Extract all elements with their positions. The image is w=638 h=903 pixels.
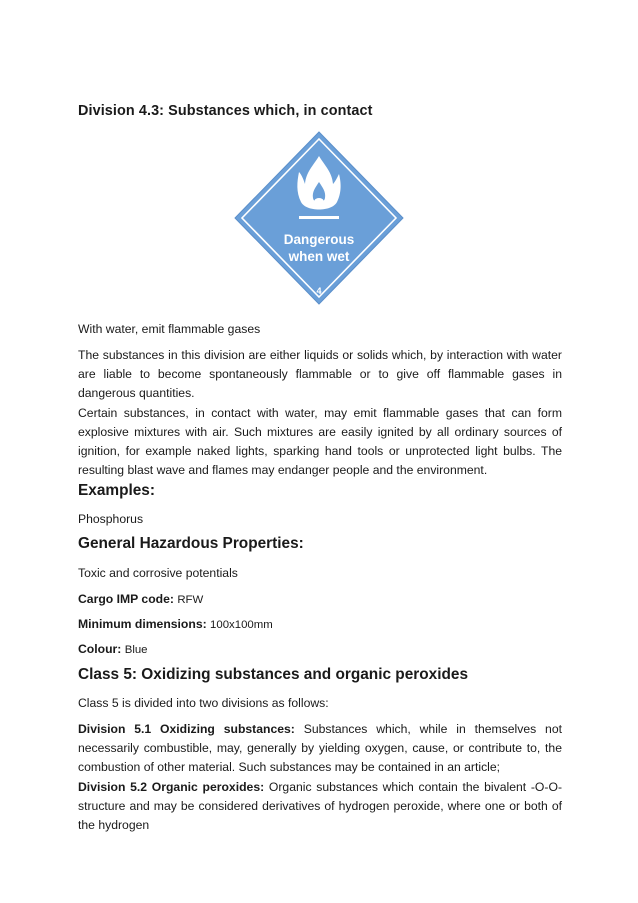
examples-heading: Examples: [78, 482, 155, 499]
colour-line [78, 640, 148, 660]
division-5-2-text: Organic substances which contain the bivalent -O-O-structure and may be considered derivatives of hydrogen peroxide, where one or both of the hydrogen [78, 780, 562, 832]
min-dimensions-label: Minimum dimensions: [78, 617, 207, 631]
hazard-heading: General Hazardous Properties: [78, 535, 304, 552]
division-5-2-label: Division 5.2 Organic peroxides: [78, 780, 265, 794]
paragraph-1: The substances in this division are either liquids or solids which, by interaction with water are liable to become spontaneously flammable or to give off flammable gases in dangerous quantities. [78, 348, 562, 400]
subtitle-text: With water, emit flammable gases [78, 322, 261, 336]
division-5-1-text: Substances which, while in themselves not necessarily combustible, may, generally by yielding oxygen, cause, or contribute to, the combustion of other material. Such substances may be contained in an article; [78, 722, 562, 774]
min-dimensions-line [78, 615, 273, 635]
divider-bar [299, 216, 339, 219]
paragraph-2: Certain substances, in contact with water, may emit flammable gases that can form explosive mixtures with air. Such mixtures are easily ignited by all ordinary sources of ignition, for example naked lights, sparking hand tools or unprotected light bulbs. The resulting blast wave and flames may endanger people and the environment. [78, 406, 562, 477]
class-number: 4 [316, 286, 322, 296]
min-dimensions-value: 100x100mm [210, 619, 273, 631]
examples-text: Phosphorus [78, 512, 144, 526]
division-5-2-paragraph [78, 778, 562, 835]
placard-line2: when wet [288, 249, 350, 264]
colour-value: Blue [124, 644, 148, 656]
division-heading: Division 4.3: Substances which, in contact [78, 103, 373, 119]
cargo-imp-value: RFW [177, 594, 204, 606]
class5-heading: Class 5: Oxidizing substances and organic peroxides [78, 666, 469, 683]
placard-line1: Dangerous [283, 232, 355, 247]
division-5-1-label: Division 5.1 Oxidizing substances: [78, 722, 295, 736]
cargo-imp-line [78, 590, 203, 610]
dangerous-when-wet-placard [233, 130, 405, 306]
class5-intro: Class 5 is divided into two divisions as follows: [78, 696, 329, 710]
cargo-imp-label: Cargo IMP code: [78, 592, 174, 606]
hazard-text: Toxic and corrosive potentials [78, 566, 238, 580]
colour-label: Colour: [78, 642, 122, 656]
division-5-1-paragraph [78, 720, 562, 777]
